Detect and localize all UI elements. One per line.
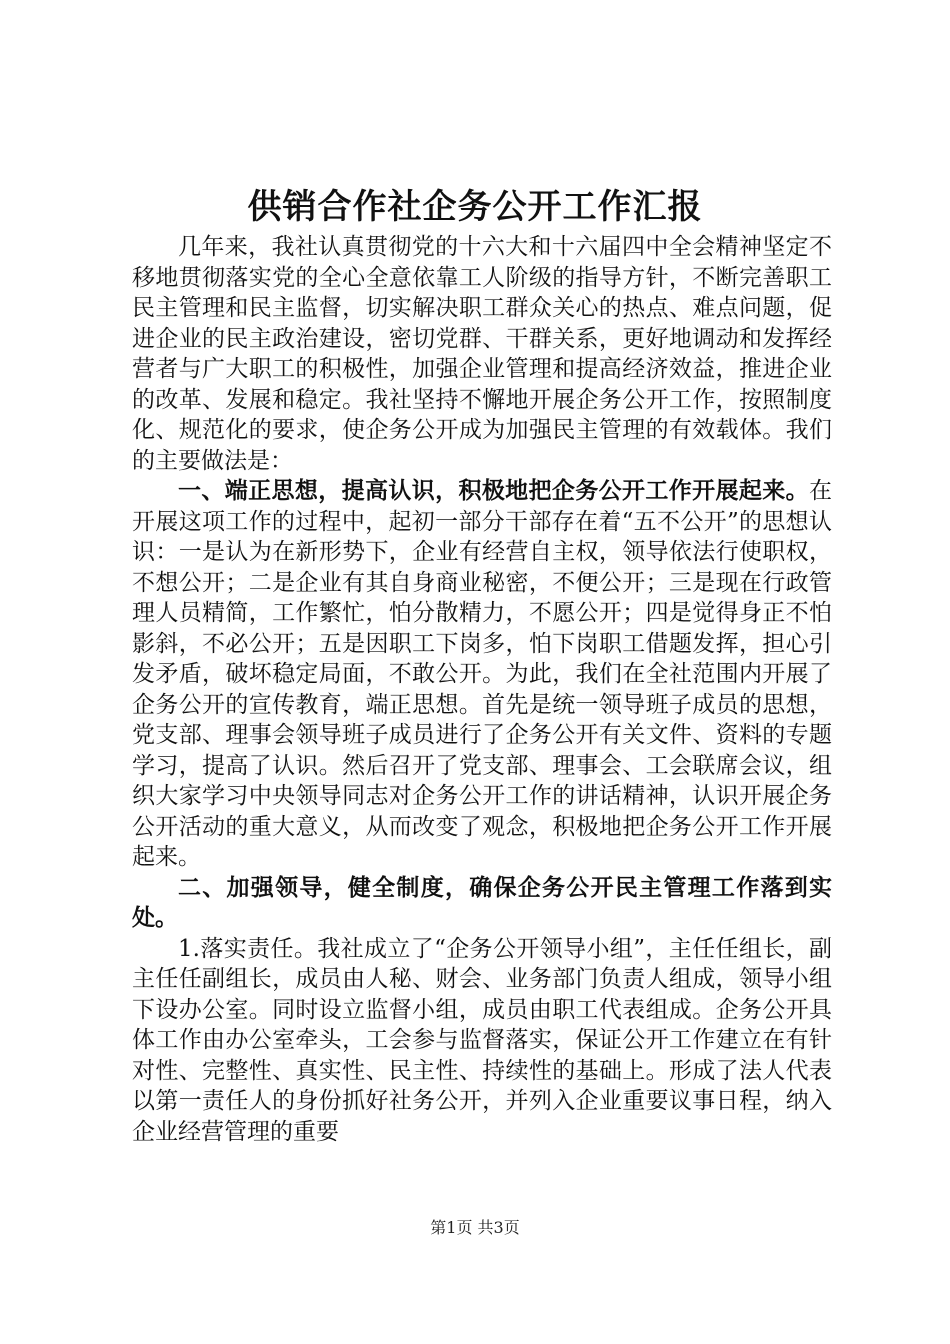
paragraph-text: 1.落实责任。我社成立了“企务公开领导小组”，主任任组长，副主任任副组长，成员由人秘、财会、业务部门负责人组成，领导小组下设办公室。同时设立监督小组，成员由职工代表组成。企务公开具体工作由办公室牵头，工会参与监督落实，保证公开工作建立在有针对性、完整性、真实性、民主性、持续性的基础上。形成了法人代表以第一责任人的身份抓好社务公开，并列入企业重要议事日程，纳入企业经营管理的重要 xyxy=(132,935,832,1145)
paragraph-intro xyxy=(132,232,832,476)
paragraph-text: 几年来，我社认真贯彻党的十六大和十六届四中全会精神坚定不移地贯彻落实党的全心全意依靠工人阶级的指导方针，不断完善职工民主管理和民主监督，切实解决职工群众关心的热点、难点问题，促进企业的民主政治建设，密切党群、干群关系，更好地调动和发挥经营者与广大职工的积极性，加强企业管理和提高经济效益，推进企业的改革、发展和稳定。我社坚持不懈地开展企务公开工作，按照制度化、规范化的要求，使企务公开成为加强民主管理的有效载体。我们的主要做法是： xyxy=(132,234,832,474)
section-heading: 二、加强领导，健全制度，确保企务公开民主管理工作落到实处。 xyxy=(132,874,832,931)
paragraph-item-1 xyxy=(132,934,832,1148)
document-body xyxy=(132,232,832,1147)
paragraph-text: 在开展这项工作的过程中，起初一部分干部存在着“五不公开”的思想认识：一是认为在新形势下，企业有经营自主权，领导依法行使职权，不想公开；二是企业有其自身商业秘密，不便公开；三是现在行政管理人员精简，工作繁忙，怕分散精力，不愿公开；四是觉得身正不怕影斜，不必公开；五是因职工下岗多，怕下岗职工借题发挥，担心引发矛盾，破坏稳定局面，不敢公开。为此，我们在全社范围内开展了企务公开的宣传教育，端正思想。首先是统一领导班子成员的思想，党支部、理事会领导班子成员进行了企务公开有关文件、资料的专题学习，提高了认识。然后召开了党支部、理事会、工会联席会议，组织大家学习中央领导同志对企务公开工作的讲话精神，认识开展企务公开活动的重大意义，从而改变了观念，积极地把企务公开工作开展起来。 xyxy=(132,478,832,870)
section-heading: 一、端正思想，提高认识，积极地把企务公开工作开展起来。 xyxy=(178,478,809,504)
paragraph-section-1 xyxy=(132,476,832,873)
page-footer: 第1页 共3页 xyxy=(430,1218,520,1237)
paragraph-section-2 xyxy=(132,873,832,934)
document-title: 供销合作社企务公开工作汇报 xyxy=(247,187,703,227)
